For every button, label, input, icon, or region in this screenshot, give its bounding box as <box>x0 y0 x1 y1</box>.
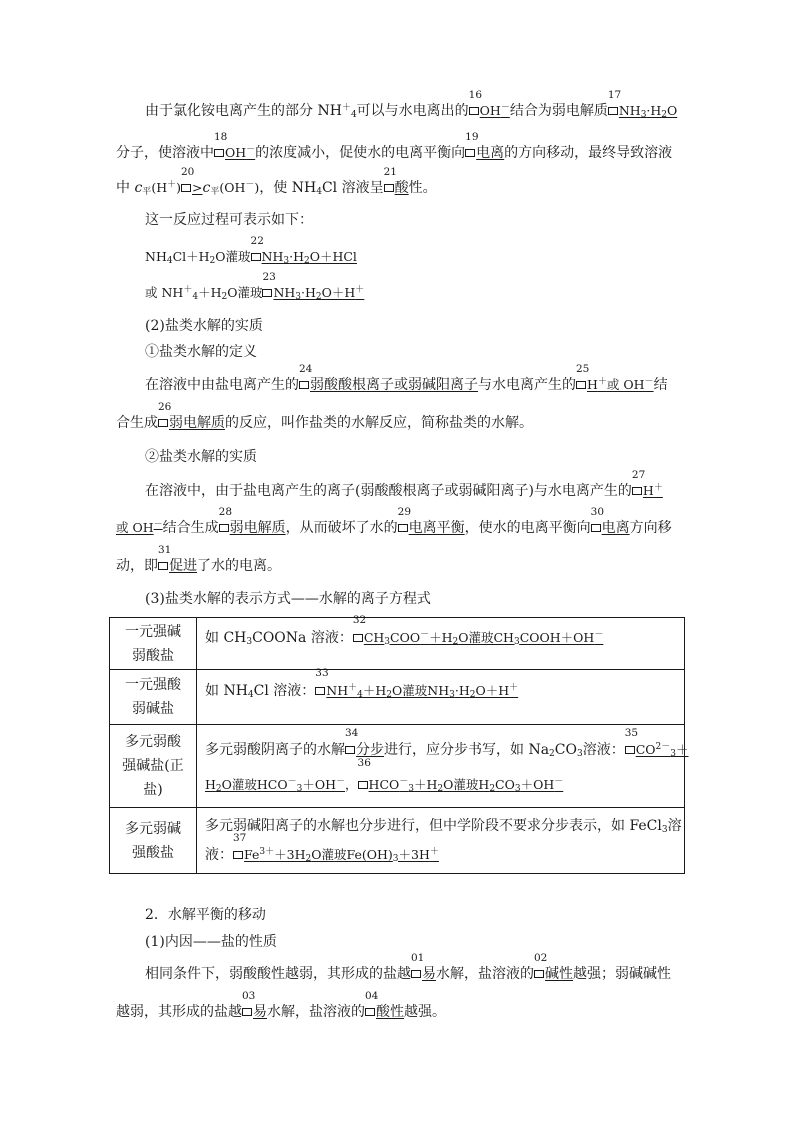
section-2-heading: (2)盐类水解的实质 <box>145 318 263 334</box>
essence-line2: 或 OH－结合生成 28 弱电解质，从而破坏了水的 29 电离平衡，使水的电离平衡向 30 电离方向移 <box>116 506 672 536</box>
box-icon <box>214 149 224 157</box>
text: COONa 溶液： <box>252 629 353 646</box>
blank-answer: 电离 <box>476 145 505 161</box>
blank-answer: 或 OH <box>606 377 645 392</box>
answer-blank-01 <box>411 952 436 984</box>
box-icon <box>591 524 601 532</box>
blank-number: 34 <box>345 727 359 739</box>
answer-blank-22: 22 $NH_3\cdot H_2O+HCl$ <box>250 235 357 266</box>
blank-answer: OH <box>479 103 501 118</box>
section-2-hydrolysis-shift: 2．水解平衡的移动 <box>145 907 266 923</box>
blank-number: 37 <box>233 831 247 844</box>
text: Cl 溶液呈 <box>321 180 384 196</box>
answer-blank-32: 32 $CH_3COO^-+H_2O$灌玻$CH_3COOH+OH^-$ <box>352 613 604 647</box>
para1-line3: 中 $c_平(H^+)$ 20 $>c_平(OH^-)$，使 $NH_4Cl$ 溶液呈 21 酸性。 <box>116 166 437 197</box>
answer-blank-37: 37 $Fe^{3+}+3H_2O$灌玻$Fe(OH)_3+3H^+$ <box>233 831 439 864</box>
blank-answer: 碱性 <box>545 966 573 982</box>
row-content: 多元弱酸阴离子的水解 34 分步进行，应分步书写，如 $Na_2CO_3$溶液： 35 $CO^{2-}_3+$ $H_2O$灌玻$HCO^-_3+OH^-$， 36 $HCO^-_3+H_2O$灌玻$H_2CO_3+OH^-$ <box>197 725 685 808</box>
text: (OH <box>219 180 246 195</box>
blank-answer: H <box>587 377 598 392</box>
answer-blank-30 <box>590 506 630 538</box>
blank-answer: 电离 <box>601 520 630 536</box>
row-header <box>110 618 197 670</box>
blank-answer: 分步 <box>356 742 384 758</box>
box-icon <box>411 970 421 978</box>
table-row <box>110 670 685 725</box>
text: 在溶液中由盐电离产生的 <box>145 377 299 393</box>
box-icon <box>384 184 394 192</box>
blank-number: 25 <box>576 363 590 375</box>
blank-number: 21 <box>383 166 397 178</box>
text: 多元弱酸 <box>125 734 181 750</box>
answer-blank-17: 17 $NH_3\cdot H_2O$ <box>607 89 678 120</box>
text: ， <box>345 777 358 792</box>
blank-number: 18 <box>214 131 228 143</box>
text: 进行，应分步书写，如 Na <box>384 742 550 758</box>
blank-number: 26 <box>158 401 172 413</box>
blank-number: 20 <box>181 166 195 178</box>
blank-answer: COOH＋OH <box>519 629 595 645</box>
table-row <box>110 808 685 874</box>
blank-answer: OH <box>225 145 247 160</box>
hydrolysis-equation-table <box>109 613 689 874</box>
equation-2: 或 $NH^+_4+H_2O$灌玻 23 $NH_3\cdot H_2O+H^+$ <box>145 271 365 302</box>
blank-answer: ·H <box>289 249 304 264</box>
text: 如 CH <box>205 629 247 646</box>
answer-blank-31 <box>158 544 197 576</box>
blank-number: 30 <box>590 506 605 518</box>
essence-line1 <box>145 469 663 501</box>
box-icon <box>233 851 243 859</box>
answer-blank-35: 35 $CO^{2-}_3+$ <box>624 727 689 759</box>
text: O灌玻 <box>215 249 251 264</box>
text: 越强；弱碱碱性 <box>573 966 671 982</box>
text: 在溶液中，由于盐电离产生的离子(弱酸酸根离子或弱碱阳离子)与水电离产生的 <box>145 483 632 499</box>
box-icon <box>632 487 642 495</box>
answer-blank-04 <box>365 990 404 1022</box>
blank-number: 17 <box>607 89 622 101</box>
answer-blank-18: 18 OH－ <box>214 131 256 160</box>
blank-answer: ＋H <box>414 777 438 792</box>
blank-answer: O＋HCl <box>309 249 357 264</box>
row-content: 如 $NH_4Cl$ 溶液： 33 $NH^+_4+H_2O$灌玻$NH_3\cdot H_2O+H^+$ <box>197 670 685 725</box>
box-icon <box>315 687 325 695</box>
blank-number: 35 <box>624 727 639 739</box>
blank-number: 22 <box>250 235 264 247</box>
definition-line2 <box>116 401 533 433</box>
answer-blank-25: 25 H＋或 OH－ <box>576 363 654 392</box>
box-icon <box>465 149 475 157</box>
para1-line1: 由于氯化铵电离产生的部分 $NH^+_4$可以与水电离出的 16 OH－结合为弱电解质 17 $NH_3\cdot H_2O$ <box>145 89 678 120</box>
box-icon <box>345 746 355 754</box>
blank-number: 28 <box>218 506 233 518</box>
text: 中 <box>116 180 130 196</box>
blank-answer: 酸性 <box>376 1004 404 1020</box>
subsection-essence: ②盐类水解的实质 <box>145 449 257 465</box>
text: c <box>202 180 211 196</box>
blank-answer: ＋H <box>362 683 387 698</box>
text: 溶 <box>667 817 682 834</box>
box-icon <box>398 524 408 532</box>
blank-answer: CO <box>495 777 515 792</box>
text: 水解，盐溶液的 <box>267 1004 365 1020</box>
blank-answer: ＋OH <box>302 777 337 792</box>
row-header <box>110 808 197 874</box>
blank-number: 27 <box>631 469 646 481</box>
answer-blank-19 <box>465 131 505 163</box>
text: 弱酸盐 <box>132 647 174 664</box>
text: Cl＋H <box>172 249 210 264</box>
blank-answer: O灌玻CH <box>458 629 514 645</box>
text: 的方向移动，最终导致溶液 <box>504 145 673 161</box>
blank-number: 24 <box>299 363 313 375</box>
box-icon <box>358 781 368 789</box>
box-icon <box>469 107 479 115</box>
blank-answer: 电离平衡 <box>408 520 465 536</box>
blank-number: 32 <box>352 613 367 626</box>
answer-blank-26 <box>158 401 225 433</box>
text: 相同条件下，弱酸酸性越弱，其形成的盐越 <box>145 966 411 982</box>
blank-answer: 易 <box>422 966 436 982</box>
text: 的浓度减小，促使水的电离平衡向 <box>255 145 466 161</box>
answer-blank-21 <box>383 166 409 198</box>
blank-answer: ＋ <box>676 742 689 757</box>
answer-blank-27: 27 H＋ <box>631 469 663 498</box>
text: 越弱，其形成的盐越 <box>116 1004 242 1020</box>
box-icon <box>625 746 635 754</box>
text: 结合为弱电解质 <box>509 103 608 119</box>
definition-line1 <box>145 363 668 395</box>
blank-answer: 易 <box>253 1004 267 1020</box>
text: 方向移 <box>629 520 672 536</box>
answer-blank-33: 33 $NH^+_4+H_2O$灌玻$NH_3\cdot H_2O+H^+$ <box>315 667 519 700</box>
box-icon <box>299 381 309 389</box>
blank-answer: O灌玻Fe(OH) <box>311 846 393 862</box>
answer-blank-02 <box>534 952 573 984</box>
blank-number: 02 <box>534 952 548 964</box>
blank-number: 16 <box>468 89 483 101</box>
text: 液： <box>205 846 233 863</box>
blank-answer: O灌玻H <box>443 777 490 792</box>
internal-line2 <box>116 990 446 1022</box>
blank-number: 31 <box>158 544 172 556</box>
text: 平 <box>210 187 220 197</box>
row-content: 多元弱碱阳离子的水解也分步进行，但中学阶段不要求分步表示，如 FeCl$_3$溶 液： 37 $Fe^{3+}+3H_2O$灌玻$Fe(OH)_3+3H^+$ <box>197 808 685 874</box>
box-icon <box>608 107 618 115</box>
text: 分子，使溶液中 <box>116 145 214 161</box>
text: CO <box>554 742 577 758</box>
text: 结合生成 <box>162 520 219 536</box>
box-icon <box>251 253 261 261</box>
answer-blank-03 <box>242 990 267 1022</box>
internal-line1 <box>145 952 671 984</box>
text: 与水电离产生的 <box>478 377 576 393</box>
blank-number: 04 <box>365 990 379 1002</box>
blank-answer: H <box>205 777 216 792</box>
blank-answer: O灌玻HCO <box>221 777 288 792</box>
blank-number: 03 <box>242 990 256 1002</box>
blank-answer: CO <box>635 742 656 757</box>
blank-answer: ＋H <box>429 629 453 645</box>
subsection-internal-factor: (1)内因——盐的性质 <box>145 934 277 950</box>
answer-blank-24 <box>299 363 478 395</box>
text: 强酸盐 <box>132 844 174 861</box>
blank-answer: O＋H <box>475 683 510 698</box>
blank-answer: NH <box>273 285 296 300</box>
para2: 这一反应过程可表示如下： <box>145 212 313 228</box>
blank-answer: ＋3H <box>274 846 306 862</box>
text: 一元强酸 <box>125 677 181 693</box>
text: 水解，盐溶液的 <box>436 966 534 982</box>
text: NH <box>145 249 167 264</box>
para1-line2 <box>116 131 673 163</box>
essence-line3 <box>116 544 281 576</box>
text: 性。 <box>408 180 437 196</box>
blank-answer: 弱电解质 <box>169 415 225 431</box>
blank-number: 33 <box>315 667 329 679</box>
equation-1: $NH_4Cl+H_2O$灌玻 22 $NH_3\cdot H_2O+HCl$ <box>145 235 357 266</box>
blank-answer: 弱电解质 <box>229 520 286 536</box>
text: ，使水的电离平衡向 <box>464 520 591 536</box>
blank-answer: NH <box>261 249 284 264</box>
box-icon <box>158 562 168 570</box>
blank-answer: ·H <box>301 285 316 300</box>
text: 合生成 <box>116 415 158 431</box>
text: 溶液： <box>582 742 625 758</box>
text: c <box>134 180 143 196</box>
text: 平 <box>142 187 152 197</box>
blank-answer: Fe <box>244 846 260 862</box>
blank-answer: H <box>642 483 654 498</box>
text: ，使 NH <box>259 180 317 196</box>
text: 多元弱碱阳离子的水解也分步进行，但中学阶段不要求分步表示，如 FeCl <box>205 817 662 834</box>
box-icon <box>242 1008 252 1016</box>
blank-answer: 酸 <box>394 180 409 196</box>
answer-blank-23: 23 $NH_3\cdot H_2O+H^+$ <box>262 271 365 302</box>
text: 可以与水电离出的 <box>356 103 469 119</box>
box-icon <box>158 419 168 427</box>
box-icon <box>365 1008 375 1016</box>
blank-number: 36 <box>357 757 371 769</box>
text: 了水的电离。 <box>197 558 281 574</box>
answer-blank-29 <box>397 506 465 538</box>
text: (H <box>151 180 168 195</box>
text: 如 NH <box>205 683 248 699</box>
text: 或 NH <box>145 285 184 300</box>
blank-answer: NH <box>618 103 641 118</box>
text: 强碱盐(正 <box>122 758 184 774</box>
text: 盐) <box>143 782 163 798</box>
blank-answer: 促进 <box>169 558 197 574</box>
subsection-definition: ①盐类水解的定义 <box>145 344 257 360</box>
answer-blank-36: 36 $HCO^-_3+H_2O$灌玻$H_2CO_3+OH^-$ <box>357 757 564 794</box>
text: Cl 溶液： <box>253 683 316 699</box>
text: 多元弱酸阴离子的水解 <box>205 742 345 758</box>
blank-answer: ·H <box>454 683 470 698</box>
text: 结 <box>653 377 668 393</box>
answer-blank-20 <box>181 166 203 198</box>
text: 多元弱碱 <box>125 820 181 837</box>
text: 越强。 <box>404 1004 446 1020</box>
text: 弱碱盐 <box>132 701 174 717</box>
blank-answer: CH <box>363 629 385 645</box>
blank-number: 23 <box>262 271 276 283</box>
row-header <box>110 670 197 725</box>
text: 的反应，叫作盐类的水解反应，简称盐类的水解。 <box>225 415 533 431</box>
text: ＋H <box>198 285 222 300</box>
table-row <box>110 725 685 808</box>
blank-answer: > <box>192 180 203 195</box>
box-icon <box>576 381 586 389</box>
blank-answer: 或 OH <box>116 520 154 535</box>
answer-blank-28 <box>218 506 286 538</box>
text: O灌玻 <box>227 285 263 300</box>
text: 由于氯化铵电离产生的部分 NH <box>145 103 342 119</box>
text: ，从而破坏了水的 <box>285 520 398 536</box>
box-icon <box>219 524 229 532</box>
blank-answer: O灌玻NH <box>392 683 450 698</box>
box-icon <box>181 184 191 192</box>
blank-answer: HCO <box>368 777 400 792</box>
table-row <box>110 618 685 670</box>
blank-number: 29 <box>397 506 412 518</box>
blank-answer: ＋OH <box>520 777 555 792</box>
box-icon <box>353 634 363 642</box>
row-header <box>110 725 197 808</box>
section-3-heading: (3)盐类水解的表示方式——水解的离子方程式 <box>145 591 431 607</box>
text: 一元强碱 <box>125 623 181 640</box>
blank-answer: COO <box>390 629 421 645</box>
blank-number: 01 <box>411 952 425 964</box>
text: 动，即 <box>116 558 158 574</box>
blank-answer: O＋H <box>321 285 356 300</box>
blank-number: 19 <box>465 131 479 143</box>
box-icon <box>262 289 272 297</box>
row-content: 如 $CH_3COONa$ 溶液： 32 $CH_3COO^-+H_2O$灌玻$CH_3COOH+OH^-$ <box>197 618 685 670</box>
answer-blank-16: 16 OH－ <box>468 89 510 118</box>
blank-answer: 弱酸酸根离子或弱碱阳离子 <box>310 377 478 393</box>
box-icon <box>534 970 544 978</box>
blank-answer: NH <box>326 683 349 698</box>
blank-answer: ＋3H <box>398 846 430 862</box>
